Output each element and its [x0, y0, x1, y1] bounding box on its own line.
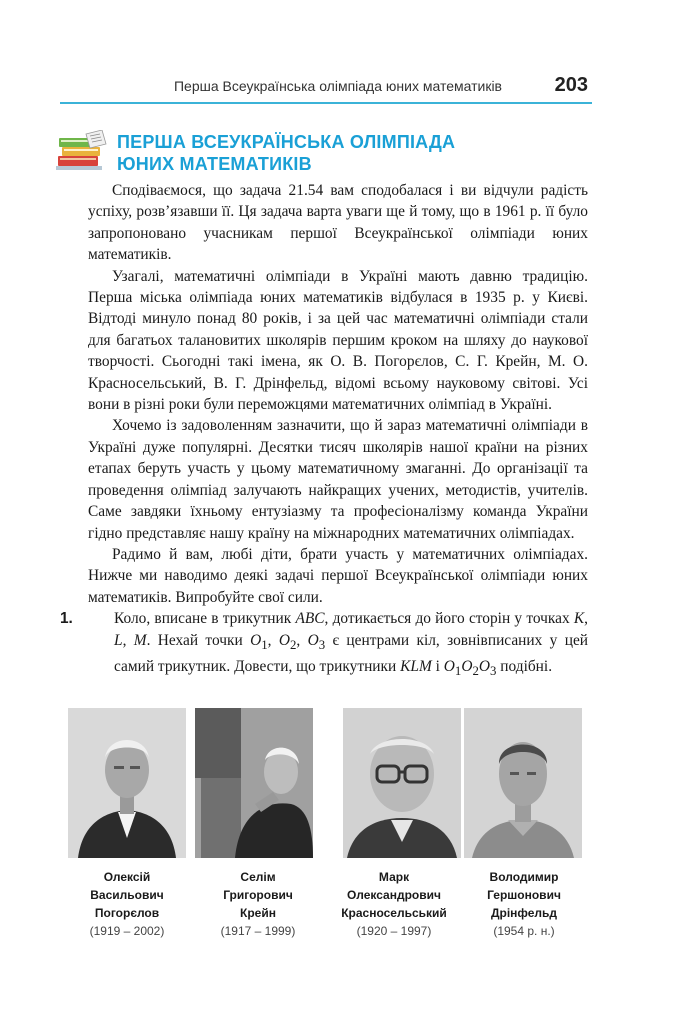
portrait-photo-drinfeld [464, 708, 582, 858]
running-header [60, 72, 592, 106]
caption-drinfeld: Володимир Гершонович Дрінфельд (1954 р. н.) [487, 870, 561, 938]
page-number: 203 [554, 74, 588, 96]
body-text [60, 180, 589, 683]
section-title-line2: ЮНИХ МАТЕМАТИКІВ [117, 154, 312, 174]
header-rule [60, 102, 592, 104]
caption-krein: Селім Григорович Крейн (1917 – 1999) [220, 870, 296, 938]
problem-1: 1. Коло, вписане в трикутник ABC, дотикається до його сторін у точках K, L, M. Нехай точки $O_1$, $O_2$, $O_3$ є центрами кіл, зовнівписаних у цей самий трикутник. Довести, що трикутники KLM і $O_1O_2O_3$ подібні. [60, 610, 589, 679]
paragraph-4: Радимо й вам, любі діти, брати участь у математичних олімпіадах. Нижче ми наводимо деякі задачі першої Всеукраїнської олімпіади юних математиків. Випробуйте свої сили. [88, 545, 588, 606]
running-title: Перша Всеукраїнська олімпіада юних математиків [173, 78, 502, 94]
section-title-line1: ПЕРША ВСЕУКРАЇНСЬКА ОЛІМПІАДА [117, 132, 456, 152]
portrait-photo-krein [195, 708, 313, 858]
paragraph-2: Узагалі, математичні олімпіади в Україні мають давню традицію. Перша міська олімпіада юних математиків відбулася в 1935 р. у Києві. Відтоді минуло понад 80 років, і за цей час математичні олімпіади стали для багатьох талановитих школярів першим кроком на шляху до наукової творчості. Сьогодні такі імена, як О. В. Погорєлов, С. Г. Крейн, М. О. Красносельський, В. Г. Дрінфельд, відомі всьому науковому світові. Усі вони в різні роки були переможцями математичних олімпіад в Україні. [88, 267, 588, 414]
portrait-photo-krasnoselsky [343, 708, 461, 858]
books-icon [56, 130, 108, 172]
section-title [117, 131, 455, 175]
caption-krasnoselsky: Марк Олександрович Красносельський (1920 – 1997) [341, 870, 447, 938]
portrait-photo-pogorelov [68, 708, 186, 858]
portraits [68, 708, 588, 858]
problem-number: 1. [60, 610, 73, 628]
paragraph-3: Хочемо із задоволенням зазначити, що й зараз математичні олімпіади в Україні дуже популярні. Десятки тисяч школярів нашої країни на різних етапах беруть участь у цьому математичному змаганні. До організації та проведення олімпіад залучають найкращих учених, методистів, учителів. Саме завдяки їхньому ентузіазму та професіоналізму команда України гідно представляє нашу країну на міжнародних математичних олімпіадах. [88, 417, 588, 542]
caption-pogorelov: Олексій Васильович Погорєлов (1919 – 2002) [89, 870, 165, 938]
paragraph-1: Сподіваємося, що задача 21.54 вам сподобалася і ви відчули радість успіху, розв’язавши її. Ця задача варта уваги ще й тому, що в 1961 р. її було запропоновано учасникам першої Всеукраїнської олімпіади юних математиків. [88, 182, 588, 264]
